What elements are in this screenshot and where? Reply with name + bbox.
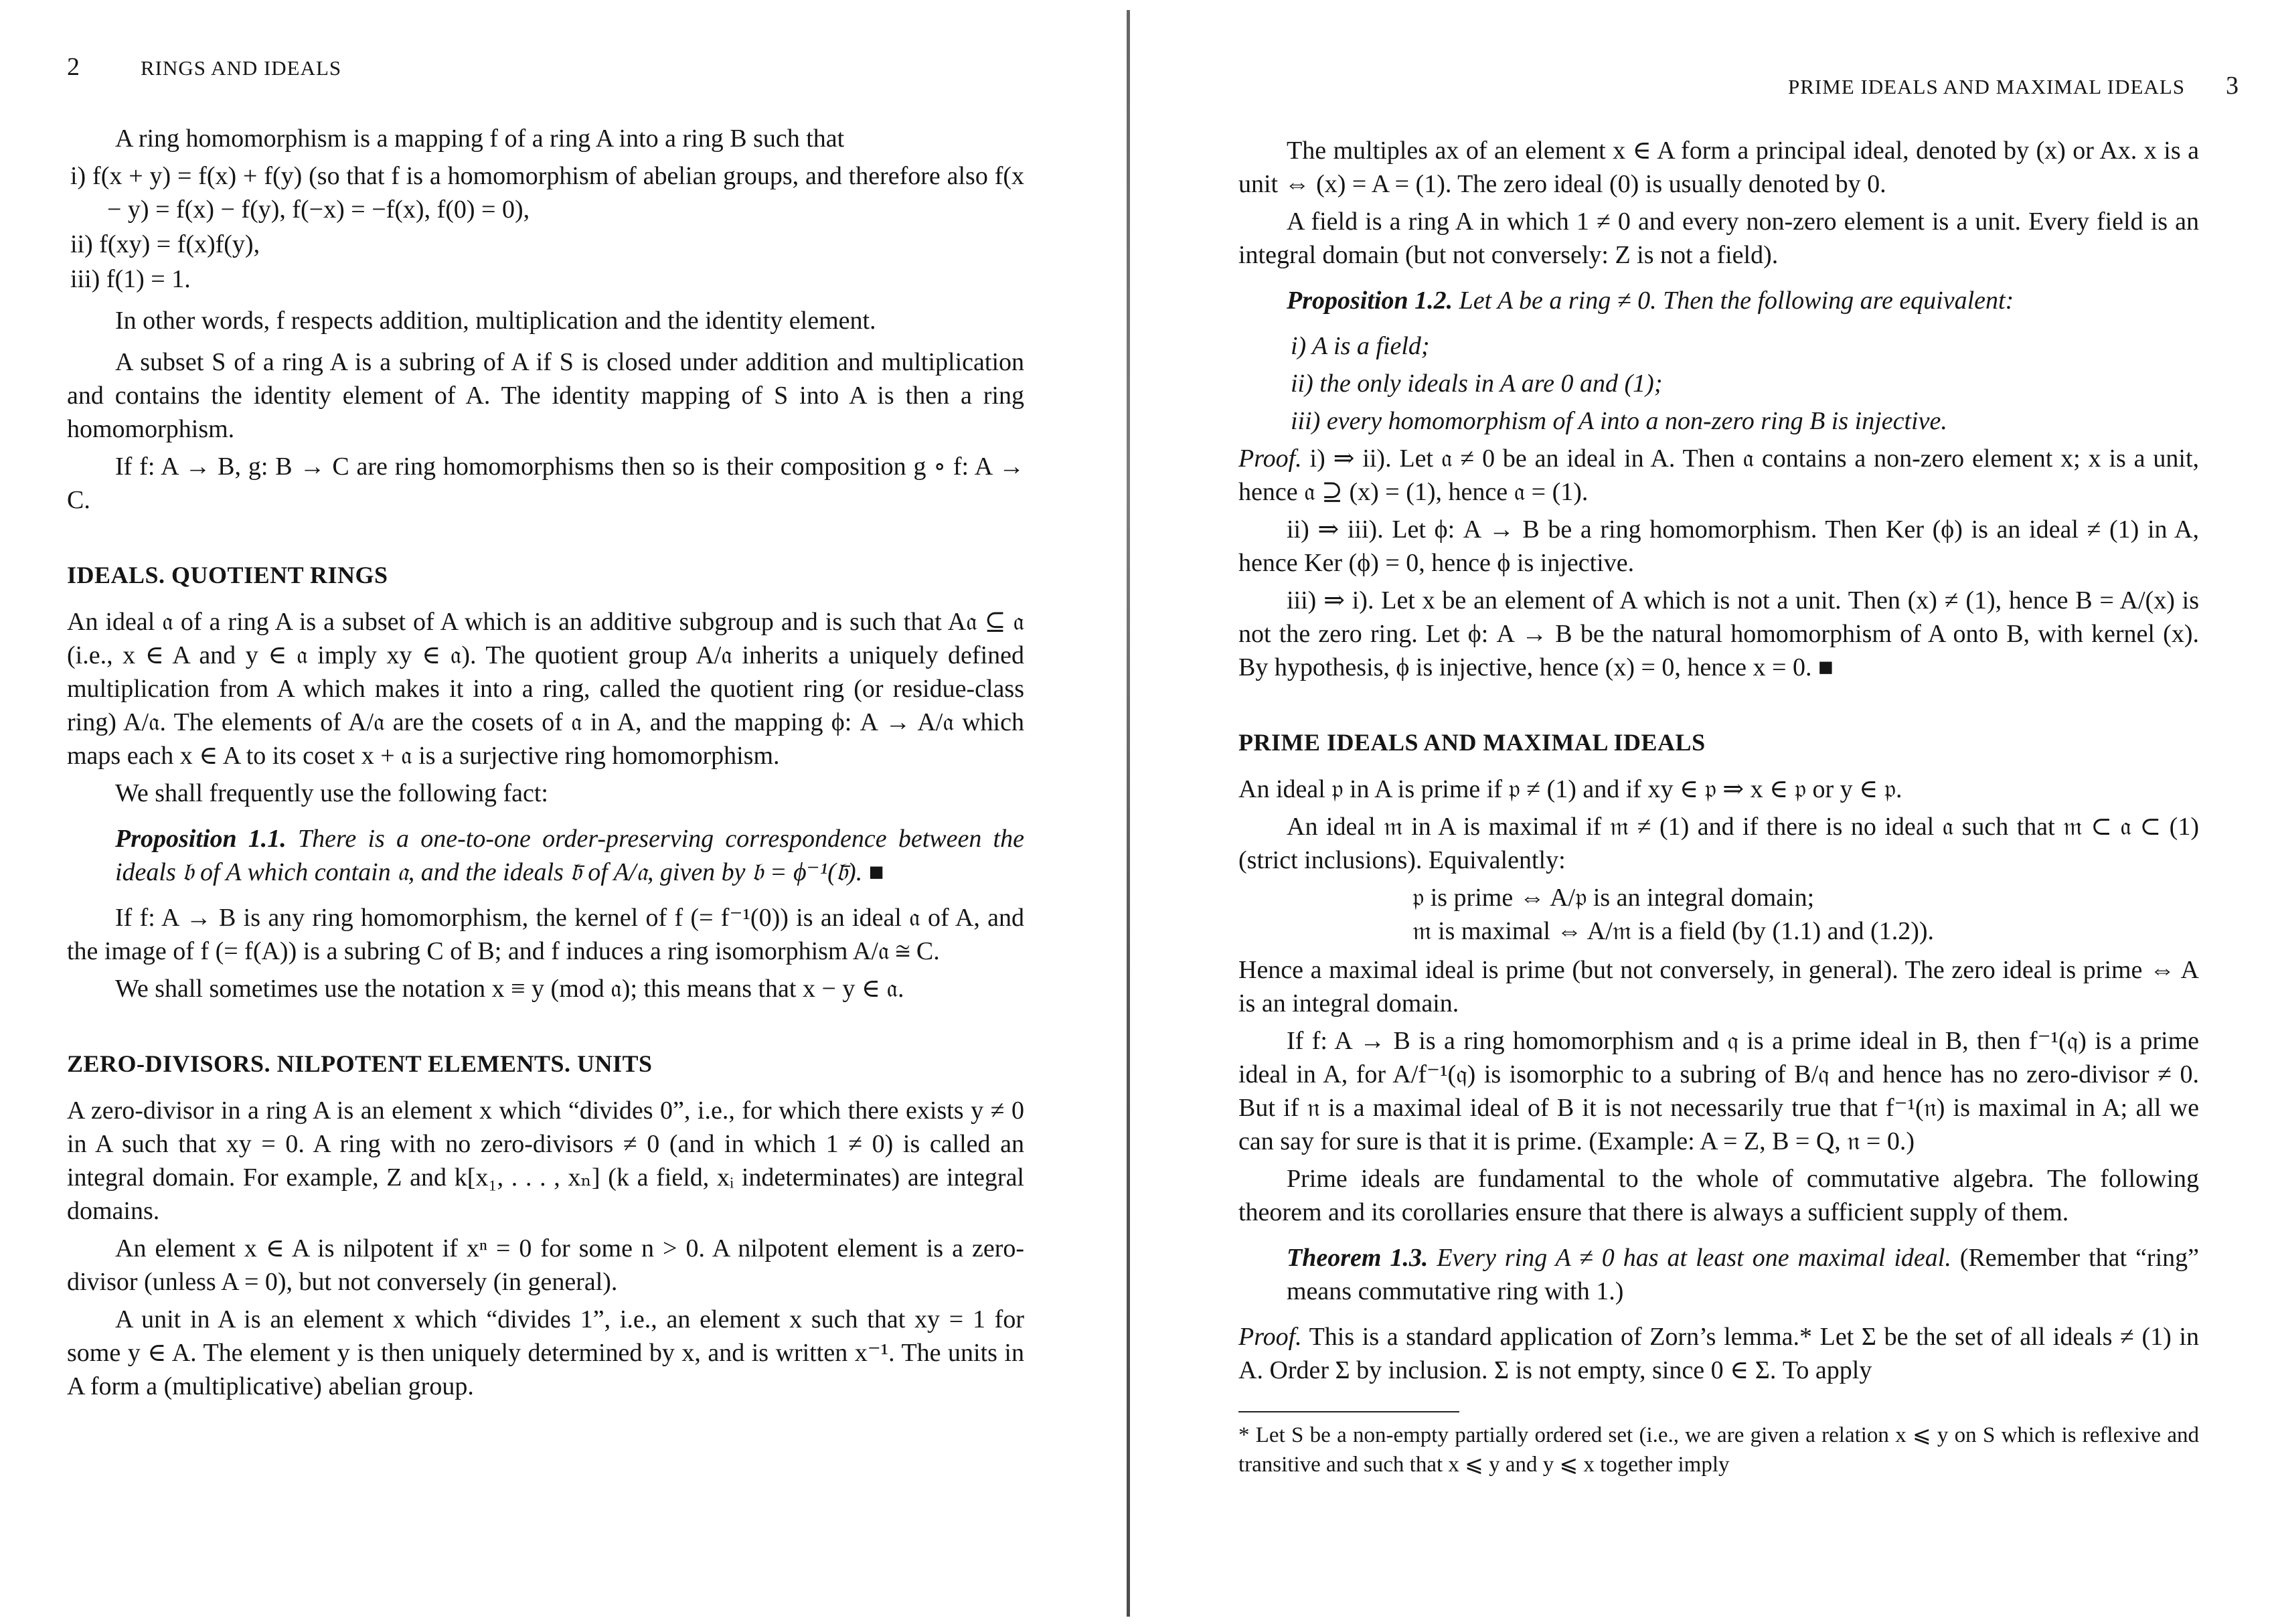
footnote-divider (1238, 1411, 1459, 1412)
proposition-item-iii: iii) every homomorphism of A into a non-zero ring B is injective. (1291, 407, 1947, 435)
running-head: RINGS AND IDEALS (141, 56, 342, 80)
footnote: * Let S be a non-empty partially ordered set (i.e., we are given a relation x ⩽ y on S which is reflexive and transitive and such that x ⩽ y and y ⩽ x together imply (1238, 1423, 2199, 1477)
proof-theorem-text: This is a standard application of Zorn’s lemma.* Let Σ be the set of all ideals ≠ (1) in A. Order Σ by inclusion. Σ is not empty, since 0 ∈ Σ. To apply (1238, 1323, 2199, 1384)
page-number: 2 (67, 53, 80, 81)
equivalence-maximal: 𝔪 is maximal ⇔ A/𝔪 is a field (by (1.1) and (1.2)). (1412, 917, 1935, 945)
paragraph-ring-homomorphism: A ring homomorphism is a mapping f of a ring A into a ring B such that (115, 125, 845, 153)
right-page (1138, 0, 2272, 1624)
proposition-1-2 (1287, 284, 2199, 317)
page-number: 3 (2226, 72, 2239, 100)
homomorphism-conditions (67, 159, 1024, 296)
proof-theorem-1-3 (1238, 1320, 2199, 1387)
paragraph-prime-ideal: An ideal 𝔭 in A is prime if 𝔭 ≠ (1) and if xy ∈ 𝔭 ⇒ x ∈ 𝔭 or y ∈ 𝔭. (1238, 775, 1902, 803)
paragraph-composition: If f: A → B, g: B → C are ring homomorphisms then so is their composition g ∘ f: A → C. (67, 453, 1024, 514)
section-heading-prime-ideals: PRIME IDEALS AND MAXIMAL IDEALS (1238, 729, 1706, 756)
proof-step-1-text: i) ⇒ ii). Let 𝔞 ≠ 0 be an ideal in A. Then 𝔞 contains a non-zero element x; x is a unit, hence 𝔞 ⊇ (x) = (1), hence 𝔞 = (1). (1238, 444, 2200, 506)
paragraph-other-words: In other words, f respects addition, multiplication and the identity element. (115, 307, 876, 335)
book-gutter (1127, 10, 1130, 1617)
theorem-label: Theorem 1.3. (1287, 1244, 1429, 1272)
proof-step-3: iii) ⇒ i). Let x be an element of A which is not a unit. Then (x) ≠ (1), hence B = A/(x) is not the zero ring. Let ϕ: A → B be the natural homomorphism of A onto B, with kernel (x). By hypothesis, ϕ is injective, hence (x) = 0, hence x = 0. ■ (1238, 586, 2199, 681)
section-heading-ideals: IDEALS. QUOTIENT RINGS (67, 562, 388, 588)
paragraph-kernel: If f: A → B is any ring homomorphism, the kernel of f (= f⁻¹(0)) is an ideal 𝔞 of A, and the image of f (= f(A)) is a subring C of B; and f induces a ring isomorphism A/𝔞 ≅ C. (67, 904, 1024, 965)
proposition-1-2-items (1291, 329, 2199, 438)
proof-step-2: ii) ⇒ iii). Let ϕ: A → B be a ring homomorphism. Then Ker (ϕ) is an ideal ≠ (1) in A, hence Ker (ϕ) = 0, hence ϕ is injective. (1238, 515, 2199, 577)
theorem-remark: (Remember that “ring” means commutative ring with 1.) (1287, 1244, 2199, 1305)
paragraph-maximal-ideal: An ideal 𝔪 in A is maximal if 𝔪 ≠ (1) and if there is no ideal 𝔞 such that 𝔪 ⊂ 𝔞 ⊂ (1) (strict inclusions). Equivalently: (1238, 813, 2199, 874)
proposition-text: Let A be a ring ≠ 0. Then the following are equivalent: (1459, 287, 2014, 315)
paragraph-maximal-is-prime: Hence a maximal ideal is prime (but not conversely, in general). The zero ideal is prime ⇔ A is an integral domain. (1238, 956, 2199, 1018)
paragraph-zero-divisor: A zero-divisor in a ring A is an element x which “divides 0”, i.e., for which there exists y ≠ 0 in A such that xy = 0. A ring with no zero-divisors ≠ 0 (and in which 1 ≠ 0) is called an integral domain. For example, Z and k[x₁, . . . , xₙ] (k a field, xᵢ indeterminates) are integral domains. (67, 1097, 1024, 1225)
left-text-column (67, 122, 1024, 1407)
paragraph-ideal-definition: An ideal 𝔞 of a ring A is a subset of A which is an additive subgroup and is such that A𝔞 ⊆ 𝔞 (i.e., x ∈ A and y ∈ 𝔞 imply xy ∈ 𝔞). The quotient group A/𝔞 inherits a uniquely defined multiplication from A which makes it into a ring, called the quotient ring (or residue-class ring) A/𝔞. The elements of A/𝔞 are the cosets of 𝔞 in A, and the mapping ϕ: A → A/𝔞 which maps each x ∈ A to its coset x + 𝔞 is a surjective ring homomorphism. (67, 608, 1024, 770)
paragraph-unit: A unit in A is an element x which “divides 1”, i.e., an element x such that xy = 1 for some y ∈ A. The element y is then uniquely determined by x, and is written x⁻¹. The units in A form a (multiplicative) abelian group. (67, 1305, 1024, 1400)
proposition-1-1 (115, 822, 1024, 889)
theorem-1-3 (1287, 1241, 2199, 1308)
proof-label: Proof. (1238, 1323, 1302, 1351)
paragraph-nilpotent: An element x ∈ A is nilpotent if xⁿ = 0 for some n > 0. A nilpotent element is a zero-divisor (unless A = 0), but not conversely (in general). (67, 1234, 1024, 1296)
condition-ii: ii) f(xy) = f(x)f(y), (70, 230, 260, 258)
proposition-label: Proposition 1.2. (1287, 287, 1453, 315)
proposition-label: Proposition 1.1. (115, 825, 287, 853)
paragraph-preimage: If f: A → B is a ring homomorphism and 𝔮 is a prime ideal in B, then f⁻¹(𝔮) is a prime ideal in A, for A/f⁻¹(𝔮) is isomorphic to a subring of B/𝔮 and hence has no zero-divisor ≠ 0. But if 𝔫 is a maximal ideal of B it is not necessarily true that f⁻¹(𝔫) is maximal in A; all we can say for sure is that it is prime. (Example: A = Z, B = Q, 𝔫 = 0.) (1238, 1027, 2199, 1155)
running-head: PRIME IDEALS AND MAXIMAL IDEALS (1787, 75, 2185, 98)
condition-iii: iii) f(1) = 1. (70, 265, 191, 293)
condition-i: i) f(x + y) = f(x) + f(y) (so that f is a homomorphism of abelian groups, and therefore also f(x − y) = f(x) − f(y), f(−x) = −f(x), f(0) = 0), (70, 162, 1024, 224)
right-text-column (1238, 134, 2199, 1483)
paragraph-congruence: We shall sometimes use the notation x ≡ y (mod 𝔞); this means that x − y ∈ 𝔞. (115, 975, 904, 1003)
equivalence-prime: 𝔭 is prime ⇔ A/𝔭 is an integral domain; (1412, 884, 1815, 912)
paragraph-field: A field is a ring A in which 1 ≠ 0 and every non-zero element is a unit. Every field is an integral domain (but not conversely: Z is not a field). (1238, 208, 2199, 269)
theorem-text: Every ring A ≠ 0 has at least one maximal ideal. (1437, 1244, 1951, 1272)
proposition-item-i: i) A is a field; (1291, 332, 1430, 360)
proof-label: Proof. (1238, 444, 1302, 473)
paragraph-fundamental: Prime ideals are fundamental to the whole of commutative algebra. The following theorem and its corollaries ensure that there is always a sufficient supply of them. (1238, 1165, 2199, 1226)
proposition-text: There is a one-to-one order-preserving correspondence between the ideals 𝔟 of A which contain 𝔞, and the ideals 𝔟̄ of A/𝔞, given by 𝔟 = ϕ⁻¹(𝔟̄). ■ (115, 825, 1024, 886)
paragraph-principal-ideal: The multiples ax of an element x ∈ A form a principal ideal, denoted by (x) or Ax. x is a unit ⇔ (x) = A = (1). The zero ideal (0) is usually denoted by 0. (1238, 137, 2199, 198)
proposition-item-ii: ii) the only ideals in A are 0 and (1); (1291, 370, 1663, 398)
paragraph-subring: A subset S of a ring A is a subring of A if S is closed under addition and multiplication and contains the identity element of A. The identity mapping of S into A is then a ring homomorphism. (67, 348, 1024, 443)
left-page (0, 0, 1111, 1624)
paragraph-following-fact: We shall frequently use the following fact: (115, 779, 548, 807)
proof-step-1 (1238, 442, 2199, 509)
section-heading-zero-divisors: ZERO-DIVISORS. NILPOTENT ELEMENTS. UNITS (67, 1050, 653, 1077)
